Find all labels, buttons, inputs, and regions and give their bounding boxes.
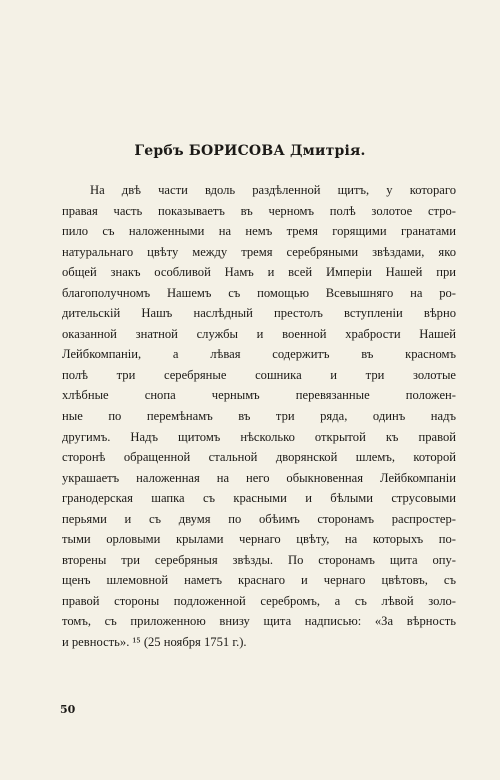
- text-line: другимъ. Надъ щитомъ нѣсколько открытой къ правой: [62, 429, 456, 444]
- text-line: тыми орловыми крылами чернаго цвѣту, на которыхъ по-: [62, 532, 456, 547]
- text-line: общей знакъ особливой Намъ и всей Имперіи Нашей при: [62, 265, 456, 280]
- text-line: сторонѣ обращенной стальной дворянской шлемъ, которой: [62, 450, 456, 465]
- text-line: щенъ шлемовной наметъ краснаго и чернаго цвѣтовъ, съ: [62, 573, 456, 588]
- text-line: пило съ наложенными на немъ тремя горящими гранатами: [62, 224, 456, 239]
- page-number: 50: [60, 703, 76, 716]
- page-title: Гербъ БОРИСОВА Дмитрія.: [134, 143, 366, 159]
- text-line: натуральнаго цвѣту между тремя серебряными звѣздами, яко: [62, 244, 456, 259]
- text-line: хлѣбные снопа чернымъ перевязанные положен-: [62, 388, 456, 403]
- text-line: полѣ три серебряные сошника и три золотые: [62, 367, 456, 382]
- body-text: [62, 180, 456, 653]
- text-line: и ревность». ¹⁵ (25 ноября 1751 г.).: [62, 635, 247, 650]
- text-line: дительскій Нашъ наслѣдный престолъ вступленіи вѣрно: [62, 306, 456, 321]
- text-line: оказанной знатной службы и военной храбрости Нашей: [62, 326, 456, 341]
- text-line: украшаетъ наложенная на него обыкновенная Лейбкомпаніи: [62, 470, 456, 485]
- text-line: ные по перемѣнамъ въ три ряда, одинъ надъ: [62, 409, 456, 424]
- text-line: перьями и съ двумя по обѣимъ сторонамъ распростер-: [62, 511, 456, 526]
- text-line: гранодерская шапка съ красными и бѣлыми струсовыми: [62, 491, 456, 506]
- text-line: Лейбкомпаніи, а лѣвая содержитъ въ красномъ: [62, 347, 456, 362]
- text-line: правая часть показываетъ въ черномъ полѣ золотое стро-: [62, 203, 456, 218]
- text-line: На двѣ части вдоль раздѣленной щитъ, у котораго: [90, 183, 456, 197]
- text-line: томъ, съ приложенною внизу щита надписью: «За вѣрность: [62, 614, 456, 629]
- text-line: благополучномъ Нашемъ съ помощью Всевышняго на ро-: [62, 285, 456, 300]
- text-line: вторены три серебряныя звѣзды. По сторонамъ щита опу-: [62, 552, 456, 567]
- text-line: правой стороны подложенной серебромъ, а съ лѣвой золо-: [62, 593, 456, 608]
